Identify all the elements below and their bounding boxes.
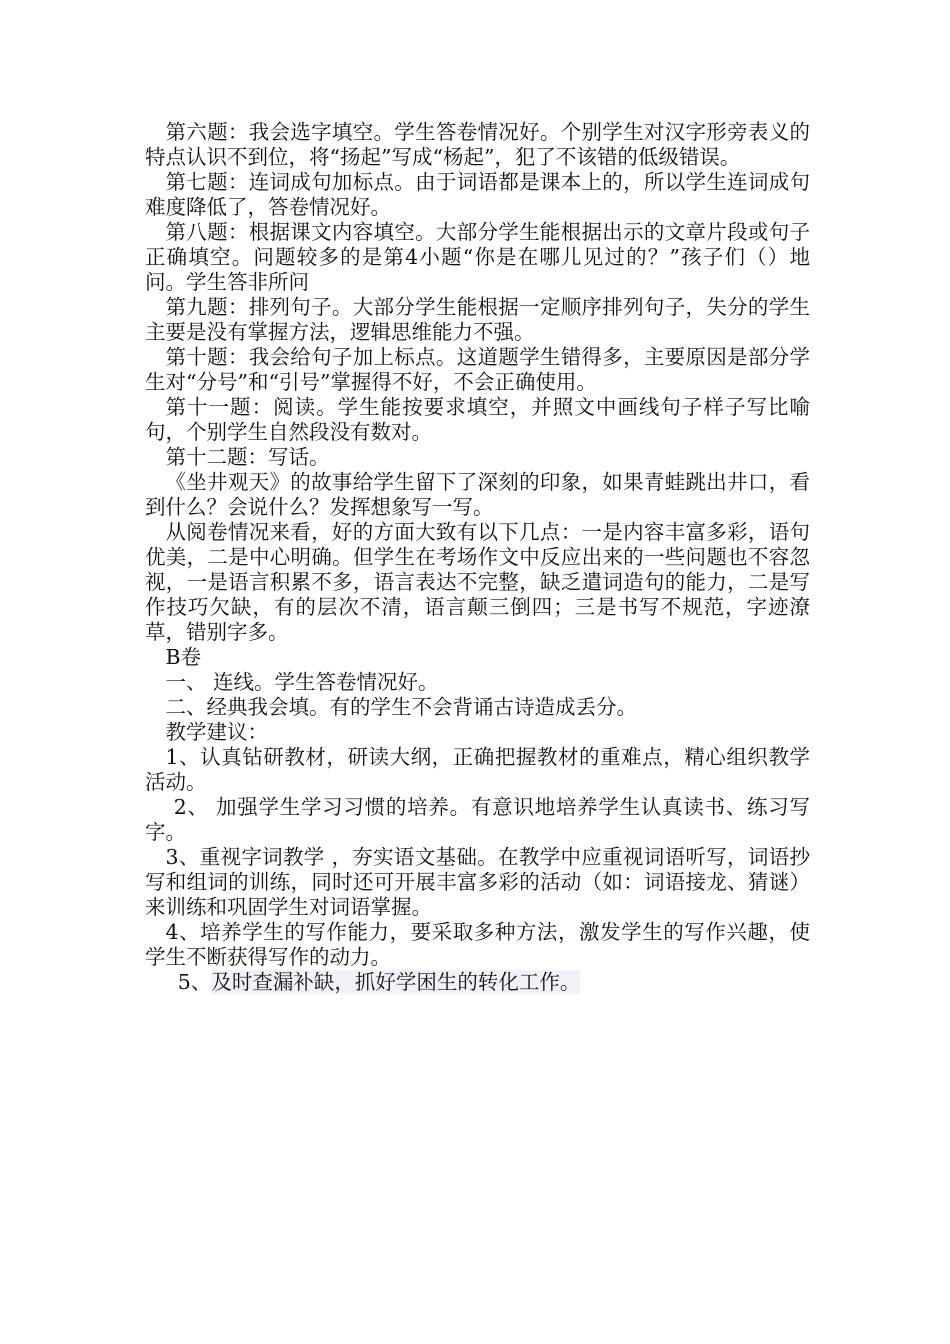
paragraph-q8: 第八题：根据课文内容填空。大部分学生能根据出示的文章片段或句子正确填空。问题较多的是第4小题“你是在哪儿见过的？”孩子们（）地问。学生答非所问: [145, 220, 810, 294]
paragraph-b1: 一、 连线。学生答卷情况好。: [165, 670, 439, 694]
suggestion-3: 3、重视字词教学 ，夯实语文基础。在教学中应重视词语听写，词语抄写和组词的训练，同时还可开展丰富多彩的活动（如：词语接龙、猜谜）来训练和巩固学生对词语掌握。: [145, 845, 810, 919]
paragraph-q11: 第十一题：阅读。学生能按要求填空，并照文中画线句子样子写比喻句，个别学生自然段没有数对。: [145, 395, 810, 444]
suggestion-5: [145, 970, 810, 995]
section-b-heading: B卷: [165, 645, 202, 669]
suggestion-1: 1、认真钻研教材，研读大纲，正确把握教材的重难点，精心组织教学活动。: [145, 745, 810, 794]
paragraph-b2: 二、经典我会填。有的学生不会背诵古诗造成丢分。: [165, 695, 637, 719]
teaching-suggestions-heading: 教学建议：: [165, 720, 268, 744]
paragraph-writing-review: 从阅卷情况来看，好的方面大致有以下几点：一是内容丰富多彩，语句优美，二是中心明确。但学生在考场作文中反应出来的一些问题也不容忽视，一是语言积累不多，语言表达不完整，缺乏遣词造句的能力，二是写作技巧欠缺，有的层次不清，语言颠三倒四；三是书写不规范，字迹潦草，错别字多。: [145, 520, 810, 644]
paragraph-q9: 第九题：排列句子。大部分学生能根据一定顺序排列句子，失分的学生主要是没有掌握方法，逻辑思维能力不强。: [145, 295, 810, 344]
paragraph-q10: 第十题：我会给句子加上标点。这道题学生错得多，主要原因是部分学生对“分号”和“引号”掌握得不好，不会正确使用。: [145, 345, 810, 394]
paragraph-q7: 第七题：连词成句加标点。由于词语都是课本上的，所以学生连词成句难度降低了，答卷情况好。: [145, 170, 810, 219]
suggestion-2: 2、 加强学生学习习惯的培养。有意识地培养学生认真读书、练习写字。: [145, 795, 810, 844]
suggestion-4: 4、培养学生的写作能力，要采取多种方法，激发学生的写作兴趣，使学生不断获得写作的动力。: [145, 920, 810, 969]
paragraph-q12: 第十二题：写话。: [165, 445, 330, 469]
suggestion-5-text: 及时查漏补缺，抓好学困生的转化工作。: [211, 970, 581, 994]
paragraph-writing-prompt: 《坐井观天》的故事给学生留下了深刻的印象，如果青蛙跳出井口，看到什么？会说什么？发挥想象写一写。: [145, 470, 810, 519]
paragraph-q6: 第六题：我会选字填空。学生答卷情况好。个别学生对汉字形旁表义的特点认识不到位，将“扬起”写成“杨起”，犯了不该错的低级错误。: [145, 120, 810, 169]
suggestion-5-number: 5、: [177, 970, 212, 994]
document-body: [145, 120, 810, 995]
